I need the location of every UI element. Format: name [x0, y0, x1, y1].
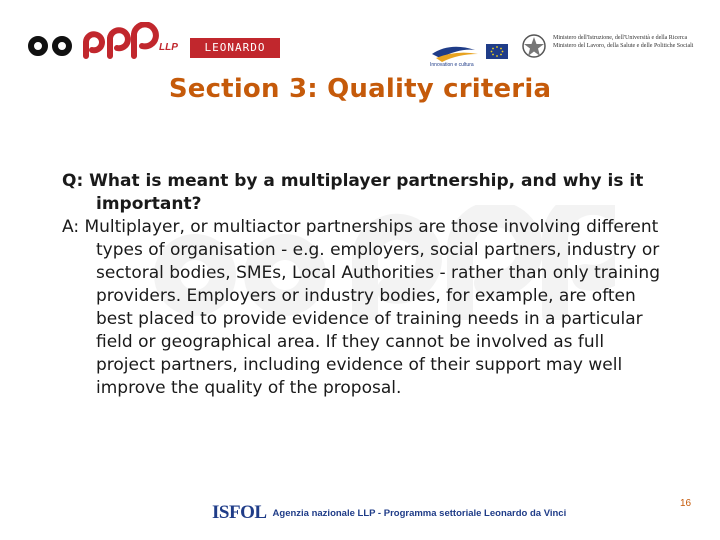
- leonardo-badge: LEONARDO: [190, 38, 280, 58]
- footer-text: Agenzia nazionale LLP - Programma settoriale Leonardo da Vinci: [272, 507, 567, 519]
- ministry-text: [553, 34, 693, 50]
- ministry-line: Ministero del Lavoro, della Salute e delle Politiche Sociali: [553, 43, 694, 49]
- ministry-logo: [520, 30, 700, 66]
- eu-caption: Innovation e cultura: [430, 62, 474, 68]
- answer-text: A: Multiplayer, or multiactor partnerships are those involving different types of organisation - e.g. employers, social partners, industry or sectoral bodies, SMEs, Local Authorities - rather than only training providers. Employers or industry bodies, for example, are often best placed to provide evidence of training needs in a particular field or geographical area. If they cannot be involved as full project partners, including evidence of their support may well improve the quality of the proposal.: [62, 217, 660, 398]
- question-text: Q: What is meant by a multiplayer partnership, and why is it important?: [62, 171, 644, 214]
- isfol-logo: ISFOL: [212, 502, 267, 523]
- footer: [212, 502, 566, 524]
- emblem-icon: [520, 32, 548, 62]
- page-number: 16: [680, 498, 692, 509]
- qa-block: [62, 170, 662, 400]
- llp-label: LLP: [159, 42, 178, 53]
- header: [0, 0, 720, 70]
- ministry-line: Ministero dell'Istruzione, dell'Università e della Ricerca: [553, 35, 688, 41]
- slide-title: Section 3: Quality criteria: [168, 74, 552, 104]
- llp-logo-icon: [26, 22, 161, 62]
